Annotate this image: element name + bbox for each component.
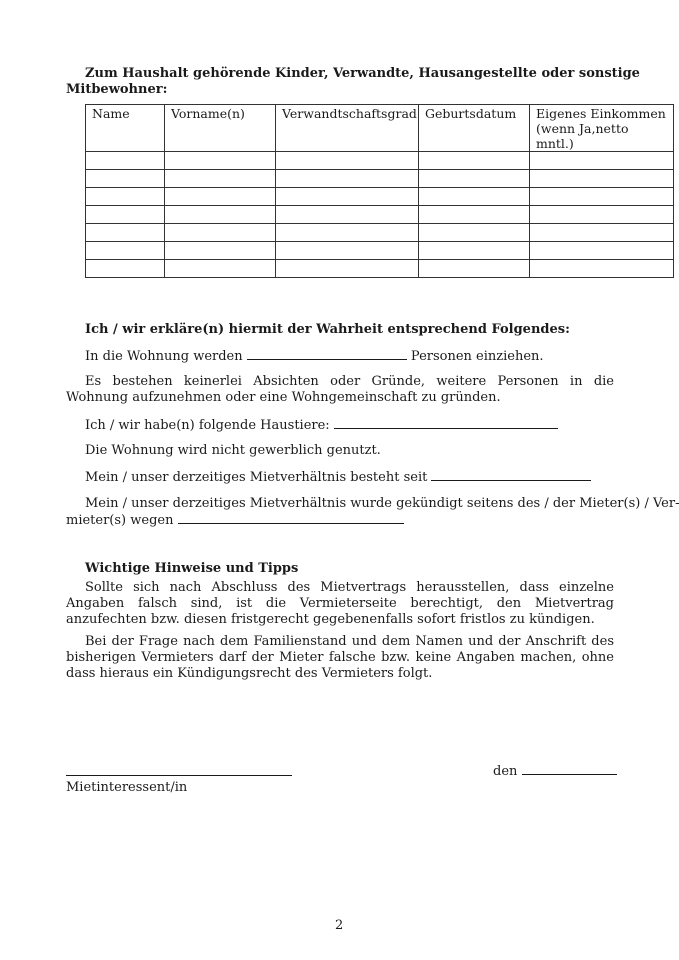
- table-cell[interactable]: [276, 188, 419, 206]
- table-cell[interactable]: [86, 188, 165, 206]
- table-cell[interactable]: [276, 224, 419, 242]
- termination-reason-field[interactable]: [178, 512, 404, 524]
- table-row: [86, 170, 674, 188]
- table-header-row: [86, 105, 674, 152]
- table-cell[interactable]: [276, 206, 419, 224]
- termination-line1: Mein / unser derzeitiges Mietverhältnis wurde gekündigt seitens des / der Mieter(s) / Ver-: [85, 496, 679, 511]
- hints-heading: Wichtige Hinweise und Tipps: [85, 561, 299, 576]
- household-heading-line2: Mitbewohner:: [66, 82, 168, 97]
- table-cell[interactable]: [419, 188, 530, 206]
- table-row: [86, 188, 674, 206]
- table-row: [86, 242, 674, 260]
- tenancy-since-label: Mein / unser derzeitiges Mietverhältnis besteht seit: [85, 470, 428, 485]
- table-cell[interactable]: [419, 206, 530, 224]
- pets-line: [85, 417, 558, 434]
- pets-field[interactable]: [334, 417, 558, 429]
- household-heading-line1: Zum Haushalt gehörende Kinder, Verwandte, Hausangestellte oder sonstige: [85, 66, 640, 81]
- col-header-name: Name: [86, 105, 165, 152]
- table-cell[interactable]: [530, 152, 674, 170]
- table-cell[interactable]: [165, 152, 276, 170]
- termination-line2: [66, 512, 404, 529]
- table-cell[interactable]: [86, 152, 165, 170]
- table-body: [86, 152, 674, 278]
- table-cell[interactable]: [276, 242, 419, 260]
- date-prefix: den: [493, 764, 518, 779]
- table-cell[interactable]: [276, 152, 419, 170]
- hints-paragraph-1: Sollte sich nach Abschluss des Mietvertrags herausstellen, dass einzelne Angaben falsch sind, ist die Vermieterseite berechtigt, den Mietvertrag anzufechten bzw. diesen fristgerecht gegebenenfalls sofort fristlos zu kündigen.: [66, 580, 614, 627]
- table-row: [86, 224, 674, 242]
- table-row: [86, 260, 674, 278]
- table-cell[interactable]: [530, 170, 674, 188]
- table-cell[interactable]: [530, 224, 674, 242]
- tenancy-since-line: [85, 469, 591, 486]
- table-cell[interactable]: [86, 206, 165, 224]
- pets-label: Ich / wir habe(n) folgende Haustiere:: [85, 418, 330, 433]
- table-cell[interactable]: [165, 206, 276, 224]
- col-header-birthdate: Geburtsdatum: [419, 105, 530, 152]
- table-cell[interactable]: [419, 260, 530, 278]
- commercial-use-statement: Die Wohnung wird nicht gewerblich genutzt.: [85, 443, 381, 458]
- table-cell[interactable]: [419, 152, 530, 170]
- tenancy-since-field[interactable]: [431, 469, 591, 481]
- table-cell[interactable]: [165, 260, 276, 278]
- col-header-income-label: Eigenes Einkommen: [536, 106, 666, 121]
- table-cell[interactable]: [419, 242, 530, 260]
- table-cell[interactable]: [530, 188, 674, 206]
- table-row: [86, 152, 674, 170]
- table-cell[interactable]: [276, 170, 419, 188]
- date-field[interactable]: [522, 763, 617, 775]
- table-cell[interactable]: [86, 260, 165, 278]
- persons-prefix: In die Wohnung werden: [85, 349, 243, 364]
- page-number: 2: [335, 918, 344, 933]
- table-cell[interactable]: [419, 224, 530, 242]
- declaration-heading: Ich / wir erkläre(n) hiermit der Wahrheit entsprechend Folgendes:: [85, 322, 570, 337]
- col-header-income-note: (wenn Ja,netto mntl.): [536, 121, 629, 151]
- no-intent-statement: Es bestehen keinerlei Absichten oder Gründe, weitere Personen in die Wohnung aufzunehmen oder eine Wohngemeinschaft zu gründen.: [66, 374, 614, 405]
- signature-line[interactable]: [66, 775, 292, 776]
- table-cell[interactable]: [530, 206, 674, 224]
- table-cell[interactable]: [86, 224, 165, 242]
- persons-count-field[interactable]: [247, 348, 407, 360]
- col-header-income: [530, 105, 674, 152]
- table-cell[interactable]: [86, 242, 165, 260]
- household-members-table: [85, 104, 674, 278]
- table-cell[interactable]: [86, 170, 165, 188]
- hints-paragraph-2: Bei der Frage nach dem Familienstand und dem Namen und der Anschrift des bisherigen Vermieters darf der Mieter falsche bzw. keine Angaben machen, ohne dass hieraus ein Kündigungsrecht des Vermieters folgt.: [66, 634, 614, 681]
- persons-suffix: Personen einziehen.: [410, 349, 544, 364]
- table-cell[interactable]: [530, 260, 674, 278]
- signature-label: Mietinteressent/in: [66, 780, 188, 795]
- table-cell[interactable]: [165, 242, 276, 260]
- table-cell[interactable]: [165, 170, 276, 188]
- table-cell[interactable]: [276, 260, 419, 278]
- col-header-relationship: Verwandtschaftsgrad: [276, 105, 419, 152]
- table-cell[interactable]: [419, 170, 530, 188]
- col-header-first-names: Vorname(n): [165, 105, 276, 152]
- table-cell[interactable]: [530, 242, 674, 260]
- table-row: [86, 206, 674, 224]
- table-cell[interactable]: [165, 188, 276, 206]
- termination-label: mieter(s) wegen: [66, 513, 174, 528]
- table-cell[interactable]: [165, 224, 276, 242]
- date-line: [493, 763, 617, 780]
- persons-line: [85, 348, 544, 365]
